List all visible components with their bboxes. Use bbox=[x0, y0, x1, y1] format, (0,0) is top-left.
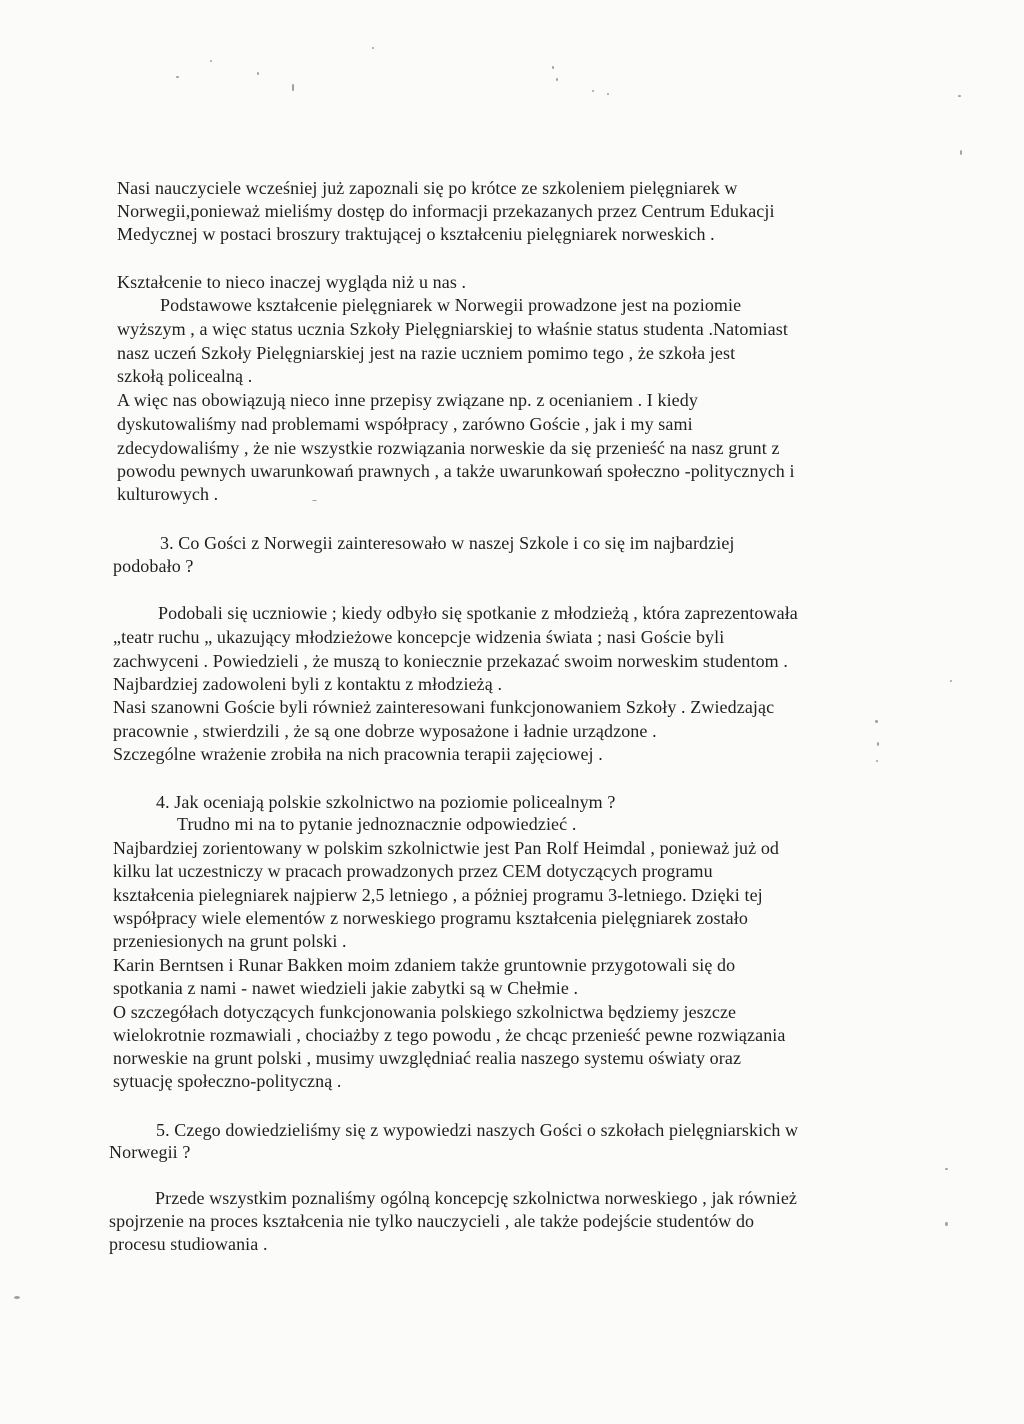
text-line: „teatr ruchu „ ukazujący młodzieżowe koncepcje widzenia świata ; nasi Goście byli bbox=[113, 627, 725, 647]
text-line: Przede wszystkim poznaliśmy ogólną koncepcję szkolnictwa norweskiego , jak również bbox=[155, 1188, 798, 1208]
text-line: nasz uczeń Szkoły Pielęgniarskiej jest na razie uczniem pomimo tego , że szkoła jest bbox=[117, 343, 736, 363]
text-line: pracownie , stwierdzili , że są one dobrze wyposażone i ładnie urządzone . bbox=[113, 721, 657, 741]
text-line: A więc nas obowiązują nieco inne przepisy związane np. z ocenianiem . I kiedy bbox=[117, 390, 698, 410]
text-line: powodu pewnych uwarunkowań prawnych , a także uwarunkowań społeczno -politycznych i bbox=[117, 461, 795, 481]
text-line: zdecydowaliśmy , że nie wszystkie rozwiązania norweskie da się przenieść na nasz grunt z bbox=[117, 438, 780, 458]
scan-speck bbox=[875, 720, 878, 723]
text-line: Karin Berntsen i Runar Bakken moim zdaniem także gruntownie przygotowali się do bbox=[113, 955, 736, 975]
text-line: spotkania z nami - nawet wiedzieli jakie zabytki są w Chełmie . bbox=[113, 978, 579, 998]
text-line: Medycznej w postaci broszury traktującej o kształceniu pielęgniarek norweskich . bbox=[117, 224, 715, 244]
scan-speck bbox=[945, 1222, 948, 1226]
text-line: 3. Co Gości z Norwegii zainteresowało w naszej Szkole i co się im najbardziej bbox=[160, 533, 735, 553]
scan-speck bbox=[292, 84, 294, 91]
scan-speck bbox=[552, 66, 554, 69]
text-line: Norwegii ? bbox=[109, 1142, 191, 1162]
scan-speck bbox=[876, 760, 878, 762]
text-line: Trudno mi na to pytanie jednoznacznie odpowiedzieć . bbox=[177, 814, 577, 834]
scan-speck bbox=[257, 72, 259, 75]
text-line: Najbardziej zorientowany w polskim szkolnictwie jest Pan Rolf Heimdal , ponieważ już od bbox=[113, 838, 780, 858]
text-line: Norwegii,ponieważ mieliśmy dostęp do informacji przekazanych przez Centrum Edukacji bbox=[117, 201, 775, 221]
text-line: Najbardziej zadowoleni byli z kontaktu z młodzieżą . bbox=[113, 674, 503, 694]
scan-speck bbox=[372, 47, 374, 49]
text-line: Podobali się uczniowie ; kiedy odbyło się spotkanie z młodzieżą , która zaprezentowała bbox=[158, 603, 798, 623]
scan-speck bbox=[592, 90, 594, 92]
text-line: sytuację społeczno-polityczną . bbox=[113, 1071, 342, 1091]
scan-speck bbox=[950, 680, 952, 682]
scan-speck bbox=[14, 1296, 20, 1299]
text-line: kulturowych . bbox=[117, 484, 219, 504]
text-line: Nasi nauczyciele wcześniej już zapoznali się po krótce ze szkoleniem pielęgniarek w bbox=[117, 178, 738, 198]
text-line: dyskutowaliśmy nad problemami współpracy , zarówno Goście , jak i my sami bbox=[117, 414, 693, 434]
text-line: O szczegółach dotyczących funkcjonowania polskiego szkolnictwa będziemy jeszcze bbox=[113, 1002, 737, 1022]
text-line: współpracy wiele elementów z norweskiego programu kształcenia pielęgniarek zostało bbox=[113, 908, 748, 928]
scan-speck bbox=[945, 1168, 948, 1170]
text-line: podobało ? bbox=[113, 556, 194, 576]
scan-speck bbox=[556, 78, 558, 81]
scan-speck bbox=[210, 60, 212, 62]
text-line: norweskie na grunt polski , musimy uwzględniać realia naszego systemu oświaty oraz bbox=[113, 1048, 742, 1068]
scan-speck bbox=[958, 95, 961, 97]
scan-speck bbox=[960, 150, 962, 155]
text-line: Kształcenie to nieco inaczej wygląda niż u nas . bbox=[117, 272, 467, 292]
text-line: przeniesionych na grunt polski . bbox=[113, 931, 347, 951]
scan-speck bbox=[877, 742, 879, 746]
text-line: wyższym , a więc status ucznia Szkoły Pielęgniarskiej to właśnie status studenta .Natomiast bbox=[117, 319, 788, 339]
text-line: procesu studiowania . bbox=[109, 1234, 268, 1254]
text-line: 5. Czego dowiedzieliśmy się z wypowiedzi naszych Gości o szkołach pielęgniarskich w bbox=[156, 1120, 799, 1140]
text-line: wielokrotnie rozmawiali , chociażby z tego powodu , że chcąc przenieść pewne rozwiązania bbox=[113, 1025, 786, 1045]
text-line: szkołą policealną . bbox=[117, 366, 253, 386]
text-line: kształcenia pielegniarek najpierw 2,5 letniego , a póżniej programu 3-letniego. Dzięki tej bbox=[113, 885, 763, 905]
scan-speck bbox=[176, 76, 179, 78]
text-line: Szczególne wrażenie zrobiła na nich pracownia terapii zajęciowej . bbox=[113, 744, 603, 764]
text-line: Nasi szanowni Goście byli również zainteresowani funkcjonowaniem Szkoły . Zwiedzając bbox=[113, 697, 775, 717]
text-line: spojrzenie na proces kształcenia nie tylko nauczycieli , ale także podejście studentów do bbox=[109, 1211, 755, 1231]
scan-speck bbox=[607, 93, 609, 95]
question-heading: 4. Jak oceniają polskie szkolnictwo na poziomie policealnym ? bbox=[156, 792, 616, 812]
text-line: kilku lat uczestniczy w pracach prowadzonych przez CEM dotyczących programu bbox=[113, 861, 713, 881]
text-line: zachwyceni . Powiedzieli , że muszą to koniecznie przekazać swoim norweskim studentom . bbox=[113, 651, 788, 671]
text-line: Podstawowe kształcenie pielęgniarek w Norwegii prowadzone jest na poziomie bbox=[160, 295, 742, 315]
scan-speck bbox=[312, 500, 317, 501]
